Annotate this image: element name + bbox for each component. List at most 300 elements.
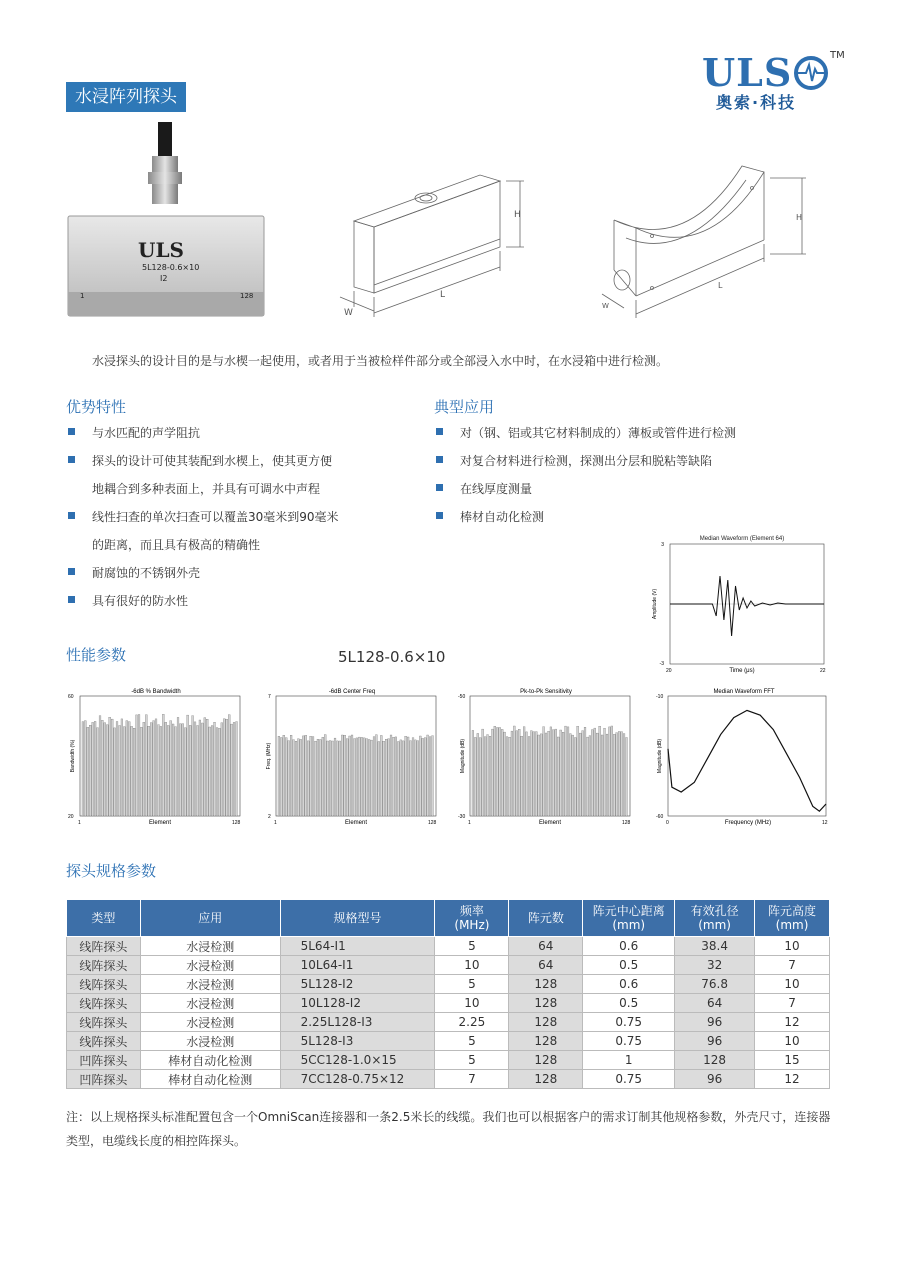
table-row [67,956,830,975]
chart-bar [319,740,321,817]
table-cell: 76.8 [675,975,755,994]
table-cell: 10L64-I1 [280,956,435,975]
spec-header-text: 阵元中心距离 [592,904,665,918]
table-cell: 128 [509,975,583,994]
pk-ymax: -50 [458,694,466,700]
chart-bar [136,715,138,816]
table-cell: 水浸检测 [140,975,280,994]
chart-bar [204,718,206,816]
chart-bar [574,738,576,817]
chart-bar [499,728,501,817]
chart-bar [572,735,574,816]
bullet-icon [68,428,75,435]
fft-series [668,710,826,811]
wave-xmin: 20 [666,668,672,674]
chart-bar [82,722,84,816]
chart-bar [496,728,498,817]
table-cell: 水浸检测 [140,1013,280,1032]
wave-ymin: -3 [659,661,664,667]
table-cell: 线阵探头 [67,1032,141,1051]
chart-bar [492,729,494,816]
wave-ylabel: Amplitude (V) [652,588,658,620]
flat-h-label: H [514,210,521,220]
performance-heading: 性能参数 [66,646,127,664]
chart-bar [579,733,581,816]
chart-bar [383,741,385,816]
chart-bar [373,737,375,816]
spec-header-text: (mm) [775,918,809,932]
chart-bar [482,729,484,816]
table-cell: 2.25 [435,1013,509,1032]
table-cell: 5L64-I1 [280,937,435,956]
chart-bar [393,737,395,816]
chart-bar [388,739,390,816]
table-cell: 7 [755,956,830,975]
chart-bar [219,728,221,816]
chart-bar [494,726,496,816]
bw-ymax: 60 [68,694,74,700]
probe-variant: I2 [160,274,168,283]
table-cell: 96 [675,1070,755,1089]
table-cell: 5 [435,937,509,956]
bw-xmax: 128 [232,820,241,826]
table-cell: 5 [435,975,509,994]
application-item: 对（钢、铝或其它材料制成的）薄板或管件进行检测 [460,426,737,440]
fft-xlabel: Frequency (MHz) [724,820,772,826]
table-row [67,994,830,1013]
chart-bar [329,741,331,816]
application-item: 对复合材料进行检测，探测出分层和脱粘等缺陷 [460,454,713,468]
chart-bar [231,724,233,816]
curved-probe-drawing [596,158,822,328]
table-cell: 64 [509,937,583,956]
chart-bar [283,735,285,816]
cf-xmax: 128 [428,820,437,826]
logo-main-text: ULS [702,50,793,95]
chart-bar [487,735,489,816]
fft-ymax: -10 [656,694,664,700]
chart-bar [528,737,530,817]
chart-bar [302,736,304,816]
table-cell: 10 [755,937,830,956]
chart-bar [380,735,382,816]
chart-bar [533,732,535,816]
chart-bar [339,741,341,816]
chart-bar [307,741,309,816]
table-cell: 5L128-I2 [280,975,435,994]
chart-bar [351,735,353,816]
table-cell: 线阵探头 [67,937,141,956]
chart-bar [295,741,297,816]
table-row [67,937,830,956]
chart-bar [192,716,194,816]
chart-bar [293,740,295,816]
table-cell: 线阵探头 [67,994,141,1013]
table-cell: 96 [675,1013,755,1032]
applications-heading: 典型应用 [434,398,495,416]
curved-l-label: L [718,281,723,290]
bullet-icon [436,512,443,519]
chart-bar [106,725,108,816]
chart-bar [167,726,169,817]
bw-ylabel: Bandwidth (%) [70,739,76,773]
footnote: 注：以上规格探头标准配置包含一个OmniScan连接器和一条2.5米长的线缆。我们也可以根据客户的需求订制其他规格参数，外壳尺寸，连接器类型，电缆线长度的相控阵探头。 [66,1110,831,1148]
table-cell: 15 [755,1051,830,1070]
chart-bar [119,726,121,817]
chart-bar [623,734,625,816]
table-row [67,1051,830,1070]
table-cell: 64 [675,994,755,1013]
chart-bar [175,727,177,816]
chart-bar [121,719,123,816]
chart-bar [366,739,368,816]
brand-logo [702,50,852,120]
intro-text: 水浸探头的设计目的是与水楔一起使用，或者用于当被检样件部分或全部浸入水中时，在水浸箱中进行检测。 [92,354,669,368]
chart-bar [209,727,211,816]
chart-bar [474,737,476,816]
center-freq-bars [278,735,433,816]
chart-bar [376,735,378,816]
wave-xlabel: Time (μs) [729,668,755,674]
chart-bar [577,726,579,816]
table-row [67,975,830,994]
cf-ylabel: Freq. (MHz) [266,742,272,770]
table-cell: 棒材自动化检测 [140,1051,280,1070]
spec-header-text: 阵元高度 [768,904,817,918]
table-cell: 线阵探头 [67,956,141,975]
chart-bar [344,735,346,816]
chart-bar [300,739,302,816]
sensitivity-chart [456,686,636,828]
chart-bar [322,737,324,816]
chart-bar [128,722,130,816]
chart-bar [114,728,116,816]
table-cell: 5CC128-1.0×15 [280,1051,435,1070]
chart-bar [315,741,317,816]
chart-bar [601,735,603,816]
feature-item: 与水匹配的声学阻抗 [92,426,201,440]
flat-w-label: W [344,308,353,318]
chart-bar [131,726,133,816]
chart-bar [102,720,104,816]
logo-wave-icon [794,56,828,90]
chart-bar [236,722,238,816]
table-cell: 10 [435,994,509,1013]
chart-bar [521,736,523,816]
table-cell: 128 [509,1013,583,1032]
table-cell: 0.75 [583,1013,675,1032]
chart-bar [189,725,191,816]
chart-bar [138,715,140,817]
pk-xlabel: Element [538,820,562,826]
chart-bar [427,735,429,816]
application-item: 在线厚度测量 [460,482,533,496]
wave-xmax: 22 [820,668,826,674]
chart-bar [327,741,329,816]
chart-bar [395,737,397,816]
chart-bar [506,737,508,816]
chart-bar [143,722,145,816]
chart-bar [587,737,589,816]
chart-bar [223,719,225,816]
chart-bar [596,733,598,816]
bandwidth-bars [82,714,237,816]
chart-bar [162,714,164,816]
cf-xlabel: Element [344,820,368,826]
chart-bar [332,741,334,816]
chart-bar [371,740,373,816]
table-cell: 0.75 [583,1032,675,1051]
chart-bar [621,732,623,816]
cf-ymin: 2 [268,814,271,820]
chart-bar [141,727,143,816]
curved-h-label: H [796,213,803,222]
chart-bar [484,737,486,816]
chart-bar [609,727,611,816]
chart-bar [417,741,419,816]
chart-bar [155,719,157,816]
chart-bar [368,740,370,817]
table-cell: 7CC128-0.75×12 [280,1070,435,1089]
chart-bar [543,727,545,816]
chart-bar [197,726,199,817]
chart-bar [407,737,409,816]
chart-bar [479,738,481,816]
chart-bar [509,737,511,816]
probe-model: 5L128-0.6×10 [142,263,200,272]
spec-header-text: 有效孔径 [690,904,739,918]
spec-header-text: (mm) [612,918,646,932]
chart-bar [599,726,601,816]
chart-bar [410,741,412,816]
chart-bar [87,727,89,816]
waveform-series [670,576,824,636]
table-cell: 10 [755,1032,830,1051]
chart-bar [501,729,503,816]
waveform-chart [640,532,836,678]
feature-item: 线性扫查的单次扫查可以覆盖30毫米到90毫米 [92,510,339,524]
chart-bar [84,721,86,816]
features-heading: 优势特性 [66,398,127,416]
spec-header-text: (mm) [698,918,731,932]
chart-bar [378,742,380,817]
spec-header-cell [280,900,435,937]
table-cell: 凹阵探头 [67,1051,141,1070]
chart-bar [337,741,339,816]
chart-bar [555,729,557,816]
chart-bar [310,736,312,816]
bullet-icon [68,596,75,603]
spec-header-cell [675,900,755,937]
chart-bar [513,726,515,816]
chart-bar [133,728,135,816]
table-cell: 1 [583,1051,675,1070]
table-cell: 水浸检测 [140,956,280,975]
chart-bar [397,742,399,817]
chart-bar [199,720,201,816]
chart-bar [158,725,160,816]
chart-bar [123,727,125,816]
table-cell: 128 [509,1070,583,1089]
table-cell: 凹阵探头 [67,1070,141,1089]
pk-title: Pk-to-Pk Sensitivity [520,689,572,695]
chart-bar [221,723,223,816]
bullet-icon [436,484,443,491]
table-cell: 0.6 [583,937,675,956]
fft-xmax: 12 [822,820,828,826]
cf-ymax: 7 [268,694,271,700]
chart-bar [363,738,365,816]
chart-bar [613,734,615,816]
table-cell: 10 [755,975,830,994]
chart-bar [400,740,402,816]
chart-bar [226,719,228,816]
chart-bar [560,730,562,816]
chart-bar [552,730,554,816]
fft-chart [652,686,834,828]
chart-bar [89,725,91,816]
spec-header-cell [509,900,583,937]
chart-bar [562,732,564,816]
chart-bar [415,740,417,816]
chart-bar [150,723,152,816]
probe-photo [66,120,266,320]
chart-bar [402,741,404,816]
table-cell: 线阵探头 [67,975,141,994]
sensitivity-bars [472,726,627,816]
chart-bar [177,717,179,816]
chart-bar [356,738,358,816]
chart-bar [206,719,208,816]
chart-bar [565,726,567,816]
logo-sub-text: 奥索·科技 [716,93,797,112]
chart-bar [412,738,414,816]
chart-bar [557,737,559,816]
feature-item-cont: 地耦合到多种表面上，并具有可调水中声程 [92,482,321,496]
table-row [67,1032,830,1051]
chart-bar [489,736,491,816]
page-title: 水浸阵列探头 [66,82,186,112]
table-row [67,1070,830,1089]
chart-bar [472,730,474,816]
feature-item-cont: 的距离，而且具有极高的精确性 [92,538,261,552]
table-cell: 10 [435,956,509,975]
table-cell: 7 [755,994,830,1013]
chart-bar [216,728,218,816]
bullet-icon [436,428,443,435]
curved-w-label: W [602,302,609,310]
fft-title: Median Waveform FFT [713,689,775,695]
spec-header-text: 阵元数 [527,911,564,925]
chart-bar [228,715,230,816]
chart-bar [424,738,426,816]
chart-bar [422,738,424,816]
chart-bar [550,727,552,816]
spec-header-text: (MHz) [454,918,490,932]
table-cell: 0.6 [583,975,675,994]
chart-bar [523,727,525,816]
chart-bar [354,739,356,816]
chart-bar [582,731,584,816]
spec-header-cell [67,900,141,937]
chart-bar [288,741,290,816]
pk-ymin: -30 [458,814,466,820]
chart-bar [419,736,421,816]
chart-bar [126,721,128,816]
chart-bar [604,728,606,816]
table-cell: 12 [755,1070,830,1089]
wave-title: Median Waveform (Element 64) [699,536,785,542]
chart-bar [201,723,203,816]
table-cell: 0.75 [583,1070,675,1089]
table-cell: 水浸检测 [140,1032,280,1051]
chart-bar [187,715,189,816]
feature-item: 探头的设计可使其装配到水楔上，使其更方便 [92,454,333,468]
chart-bar [358,737,360,816]
chart-bar [548,731,550,816]
chart-bar [312,737,314,816]
table-cell: 7 [435,1070,509,1089]
chart-bar [346,739,348,816]
feature-item: 耐腐蚀的不锈钢外壳 [92,566,201,580]
pk-ylabel: Magnitude (dB) [460,738,466,774]
chart-bar [385,739,387,816]
chart-bar [285,738,287,816]
chart-bar [153,721,155,816]
spec-header-cell [755,900,830,937]
spec-header-cell [140,900,280,937]
flat-l-label: L [440,290,446,300]
chart-bar [349,736,351,816]
chart-bar [516,731,518,816]
table-cell: 水浸检测 [140,994,280,1013]
chart-bar [92,722,94,816]
chart-bar [584,727,586,816]
flat-probe-drawing [330,165,540,325]
chart-bar [233,722,235,816]
table-cell: 128 [509,1032,583,1051]
chart-bar [305,735,307,816]
table-cell: 10L128-I2 [280,994,435,1013]
spec-header-text: 类型 [91,911,116,925]
chart-bar [99,716,101,816]
spec-header-text: 应用 [198,911,223,925]
application-item: 棒材自动化检测 [460,510,545,524]
spec-header-cell [435,900,509,937]
fft-xmin: 0 [666,820,669,826]
table-row [67,1013,830,1032]
chart-bar [526,732,528,816]
chart-bar [540,734,542,816]
chart-bar [184,728,186,816]
spec-table [66,899,830,1089]
cf-xmin: 1 [274,820,277,826]
chart-bar [570,734,572,816]
spec-header-text: 频率 [459,904,484,918]
logo-tm: TM [830,50,845,61]
spec-header-text: 规格型号 [333,911,382,925]
bandwidth-chart [66,686,246,828]
chart-bar [626,738,628,817]
table-cell: 棒材自动化检测 [140,1070,280,1089]
bw-xmin: 1 [78,820,81,826]
bullet-icon [68,512,75,519]
chart-bar [390,735,392,816]
table-cell: 2.25L128-I3 [280,1013,435,1032]
chart-bar [104,723,106,816]
probe-pin-last: 128 [240,292,254,300]
chart-bar [616,733,618,816]
